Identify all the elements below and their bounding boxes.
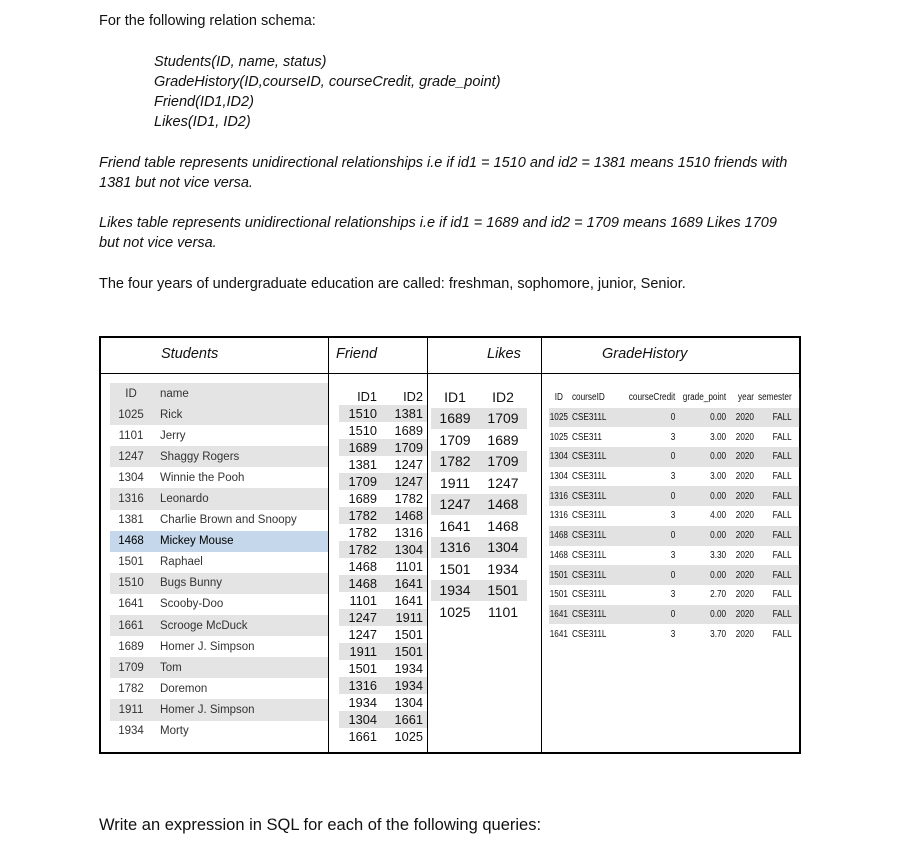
friend-row: [339, 558, 427, 575]
students-column-header-row: [110, 383, 328, 404]
students-cell: 1381: [118, 514, 144, 527]
friend-cell: 1381: [348, 457, 377, 472]
gradehistory-row: [549, 605, 799, 625]
students-cell: 1501: [118, 556, 144, 569]
students-header: Students: [161, 346, 219, 362]
students-cell: 1661: [118, 619, 144, 632]
friend-cell: 1247: [394, 457, 423, 472]
gradehistory-cell: 2020: [735, 569, 754, 581]
likes-cell: 1689: [439, 410, 471, 427]
intro-text: For the following relation schema:: [99, 13, 316, 29]
gradehistory-cell: 2020: [735, 431, 754, 443]
gradehistory-cell: 0.00: [710, 412, 727, 424]
gradehistory-cell: 4.00: [710, 510, 727, 522]
gradehistory-cell: 1501: [549, 589, 568, 601]
likes-cell: 1934: [439, 582, 471, 599]
likes-header: Likes: [487, 346, 521, 362]
likes-cell: 1501: [487, 582, 519, 599]
schema-list: [154, 52, 501, 132]
gradehistory-cell: 0.00: [710, 530, 727, 542]
students-cell: 1782: [118, 682, 144, 695]
friend-cell: 1501: [348, 661, 377, 676]
friend-cell: 1316: [348, 678, 377, 693]
gradehistory-cell: CSE311L: [571, 490, 607, 502]
likes-row: [431, 537, 527, 559]
students-row: [110, 467, 328, 488]
gradehistory-cell: 2020: [735, 530, 754, 542]
friend-cell: 1304: [394, 695, 423, 710]
friend-cell: 1510: [348, 406, 377, 421]
friend-row: [339, 524, 427, 541]
likes-column-header: ID1: [444, 388, 466, 405]
gradehistory-row: [549, 546, 799, 566]
students-cell: 1468: [118, 535, 144, 548]
gradehistory-cell: CSE311L: [571, 569, 607, 581]
gradehistory-cell: 1641: [549, 628, 568, 640]
friend-cell: 1247: [394, 474, 423, 489]
friend-cell: 1782: [348, 508, 377, 523]
students-row: [110, 657, 328, 678]
tables-figure: [99, 336, 801, 754]
gradehistory-cell: 0.00: [710, 490, 727, 502]
gradehistory-row: [549, 486, 799, 506]
students-cell: 1709: [118, 661, 144, 674]
friend-cell: 1689: [394, 423, 423, 438]
schema-friend: Friend(ID1,ID2): [154, 94, 254, 110]
gradehistory-cell: 3: [670, 549, 676, 561]
friend-row: [339, 456, 427, 473]
students-cell: Charlie Brown and Snoopy: [160, 514, 297, 527]
friend-row: [339, 711, 427, 728]
gradehistory-cell: 0.00: [710, 451, 727, 463]
likes-cell: 1468: [487, 517, 519, 534]
likes-cell: 1641: [439, 517, 471, 534]
gradehistory-cell: FALL: [772, 412, 792, 424]
friend-row: [339, 439, 427, 456]
students-row: [110, 488, 328, 509]
students-cell: 1025: [118, 408, 144, 421]
students-row: [110, 721, 328, 742]
students-row: [110, 699, 328, 720]
friend-row: [339, 660, 427, 677]
gradehistory-cell: 0: [670, 412, 676, 424]
friend-cell: 1911: [395, 610, 423, 625]
likes-cell: 1709: [487, 453, 519, 470]
gradehistory-row: [549, 506, 799, 526]
friend-row: [339, 541, 427, 558]
gradehistory-cell: 0.00: [710, 569, 727, 581]
students-cell: 1911: [118, 703, 144, 716]
gradehistory-cell: FALL: [772, 471, 792, 483]
students-cell: 1316: [118, 493, 144, 506]
gradehistory-cell: FALL: [772, 628, 792, 640]
gradehistory-cell: 1304: [549, 451, 568, 463]
gradehistory-header: GradeHistory: [602, 346, 688, 362]
likes-cell: 1101: [487, 603, 519, 620]
students-cell: Morty: [160, 725, 189, 738]
gradehistory-column-header: year: [738, 392, 754, 404]
gradehistory-row: [549, 427, 799, 447]
students-row: [110, 510, 328, 531]
friend-row: [339, 592, 427, 609]
likes-cell: 1709: [439, 431, 471, 448]
gradehistory-column-header-row: [549, 388, 799, 408]
likes-cell: 1304: [487, 539, 519, 556]
friend-column-header: ID1: [357, 389, 377, 404]
gradehistory-cell: 3: [670, 471, 676, 483]
gradehistory-column-header: courseCredit: [628, 392, 676, 404]
friend-header: Friend: [336, 346, 378, 362]
friend-column-header-row: [339, 388, 427, 405]
likes-row: [431, 472, 527, 494]
gradehistory-cell: CSE311L: [571, 628, 607, 640]
students-cell: Scooby-Doo: [160, 598, 224, 611]
students-cell: Raphael: [160, 556, 203, 569]
gradehistory-cell: 1501: [549, 569, 568, 581]
students-column-header: ID: [125, 387, 137, 400]
likes-row: [431, 601, 527, 623]
friend-cell: 1381: [394, 406, 423, 421]
students-table: [110, 383, 328, 742]
friend-row: [339, 473, 427, 490]
students-row: [110, 594, 328, 615]
likes-cell: 1782: [439, 453, 471, 470]
gradehistory-cell: 3.00: [710, 471, 727, 483]
gradehistory-cell: 3.00: [710, 431, 727, 443]
friend-cell: 1501: [394, 627, 423, 642]
gradehistory-cell: 3: [670, 431, 676, 443]
students-row: [110, 446, 328, 467]
friend-row: [339, 405, 427, 422]
students-cell: 1641: [118, 598, 144, 611]
gradehistory-row: [549, 624, 799, 644]
gradehistory-cell: CSE311L: [571, 549, 607, 561]
students-row: [110, 404, 328, 425]
friend-row: [339, 490, 427, 507]
likes-row: [431, 580, 527, 602]
friend-cell: 1101: [349, 593, 377, 608]
likes-row: [431, 451, 527, 473]
likes-table: [431, 386, 527, 623]
gradehistory-cell: FALL: [772, 510, 792, 522]
friend-cell: 1468: [394, 508, 423, 523]
friend-cell: 1510: [348, 423, 377, 438]
friend-cell: 1934: [394, 661, 423, 676]
students-cell: Bugs Bunny: [160, 577, 223, 590]
likes-cell: 1501: [439, 560, 471, 577]
students-cell: Rick: [160, 408, 183, 421]
likes-row: [431, 515, 527, 537]
students-row: [110, 531, 328, 552]
friend-cell: 1934: [348, 695, 377, 710]
friend-cell: 1934: [394, 678, 423, 693]
gradehistory-cell: 0: [670, 451, 676, 463]
gradehistory-cell: 2020: [735, 412, 754, 424]
likes-row: [431, 558, 527, 580]
students-cell: 1101: [118, 429, 144, 442]
gradehistory-cell: FALL: [772, 608, 792, 620]
gradehistory-cell: 1316: [549, 510, 568, 522]
students-cell: 1304: [118, 471, 144, 484]
students-cell: Homer J. Simpson: [160, 703, 255, 716]
students-cell: Leonardo: [160, 493, 209, 506]
schema-gradehistory: GradeHistory(ID,courseID, courseCredit, grade_point): [154, 74, 501, 90]
gradehistory-cell: 2020: [735, 471, 754, 483]
likes-note: Likes table represents unidirectional relationships i.e if id1 = 1689 and id2 = 1709 means 1689 Likes 1709 but not vice versa.: [99, 215, 777, 251]
students-cell: Homer J. Simpson: [160, 640, 255, 653]
years-note: The four years of undergraduate education are called: freshman, sophomore, junior, Senior.: [99, 276, 686, 292]
gradehistory-row: [549, 526, 799, 546]
friend-cell: 1641: [394, 576, 423, 591]
friend-cell: 1025: [394, 729, 423, 744]
gradehistory-cell: 0: [670, 569, 676, 581]
gradehistory-cell: 0.00: [710, 608, 727, 620]
friend-cell: 1689: [348, 491, 377, 506]
friend-cell: 1101: [395, 559, 423, 574]
likes-cell: 1025: [439, 603, 471, 620]
gradehistory-cell: CSE311L: [571, 530, 607, 542]
schema-likes: Likes(ID1, ID2): [154, 114, 251, 130]
students-cell: 1247: [118, 450, 144, 463]
students-row: [110, 636, 328, 657]
friend-cell: 1709: [348, 474, 377, 489]
gradehistory-cell: 0: [670, 490, 676, 502]
gradehistory-cell: FALL: [772, 451, 792, 463]
gradehistory-cell: 1468: [549, 549, 568, 561]
friend-note: Friend table represents unidirectional relationships i.e if id1 = 1510 and id2 = 1381 means 1510 friends with 1381 but not vice versa.: [99, 155, 788, 191]
friend-row: [339, 677, 427, 694]
friend-cell: 1782: [394, 491, 423, 506]
students-cell: Tom: [160, 661, 182, 674]
likes-cell: 1316: [439, 539, 471, 556]
friend-cell: 1661: [394, 712, 423, 727]
students-cell: 1689: [118, 640, 144, 653]
students-cell: Mickey Mouse: [160, 535, 234, 548]
friend-row: [339, 609, 427, 626]
friend-cell: 1501: [394, 644, 423, 659]
likes-column-header-row: [431, 386, 527, 408]
gradehistory-row: [549, 408, 799, 428]
friend-row: [339, 694, 427, 711]
gradehistory-row: [549, 447, 799, 467]
likes-row: [431, 429, 527, 451]
gradehistory-cell: 0: [670, 608, 676, 620]
students-cell: Winnie the Pooh: [160, 471, 245, 484]
gradehistory-cell: 1468: [549, 530, 568, 542]
gradehistory-cell: 2020: [735, 549, 754, 561]
gradehistory-cell: 1025: [549, 412, 568, 424]
students-row: [110, 678, 328, 699]
friend-cell: 1911: [349, 644, 377, 659]
students-row: [110, 425, 328, 446]
students-column-header: name: [160, 387, 189, 400]
friend-row: [339, 728, 427, 745]
students-cell: 1510: [118, 577, 144, 590]
likes-cell: 1934: [487, 560, 519, 577]
likes-row: [431, 408, 527, 430]
gradehistory-cell: FALL: [772, 589, 792, 601]
friend-cell: 1468: [348, 576, 377, 591]
gradehistory-cell: FALL: [772, 569, 792, 581]
gradehistory-column-header: ID: [554, 392, 563, 404]
gradehistory-cell: CSE311L: [571, 608, 607, 620]
friend-column-header: ID2: [403, 389, 423, 404]
friend-row: [339, 507, 427, 524]
friend-table: [339, 388, 427, 745]
gradehistory-cell: 1316: [549, 490, 568, 502]
gradehistory-row: [549, 467, 799, 487]
friend-cell: 1641: [394, 593, 423, 608]
students-cell: Shaggy Rogers: [160, 450, 240, 463]
friend-cell: 1689: [348, 440, 377, 455]
gradehistory-column-header: courseID: [571, 392, 605, 404]
gradehistory-table: [549, 388, 799, 644]
footer-text: Write an expression in SQL for each of the following queries:: [99, 816, 542, 834]
friend-cell: 1709: [394, 440, 423, 455]
gradehistory-row: [549, 565, 799, 585]
likes-cell: 1689: [487, 431, 519, 448]
students-row: [110, 573, 328, 594]
likes-cell: 1247: [487, 474, 519, 491]
students-cell: Doremon: [160, 682, 208, 695]
gradehistory-cell: 3: [670, 589, 676, 601]
gradehistory-row: [549, 585, 799, 605]
gradehistory-cell: 2020: [735, 510, 754, 522]
likes-cell: 1247: [439, 496, 471, 513]
students-row: [110, 552, 328, 573]
friend-cell: 1468: [348, 559, 377, 574]
friend-cell: 1782: [348, 542, 377, 557]
friend-row: [339, 422, 427, 439]
friend-cell: 1247: [348, 627, 377, 642]
gradehistory-cell: FALL: [772, 549, 792, 561]
gradehistory-cell: 3: [670, 628, 676, 640]
gradehistory-cell: CSE311L: [571, 471, 607, 483]
gradehistory-cell: FALL: [772, 490, 792, 502]
gradehistory-cell: 2020: [735, 589, 754, 601]
gradehistory-cell: 1641: [549, 608, 568, 620]
gradehistory-cell: 2020: [735, 451, 754, 463]
likes-cell: 1911: [439, 474, 471, 491]
students-row: [110, 615, 328, 636]
gradehistory-cell: 0: [670, 530, 676, 542]
gradehistory-cell: CSE311L: [571, 510, 607, 522]
likes-cell: 1709: [487, 410, 519, 427]
students-cell: Jerry: [160, 429, 186, 442]
gradehistory-cell: FALL: [772, 431, 792, 443]
likes-row: [431, 494, 527, 516]
gradehistory-column-header: semester: [757, 392, 792, 404]
friend-row: [339, 626, 427, 643]
gradehistory-cell: CSE311L: [571, 451, 607, 463]
students-cell: 1934: [118, 725, 144, 738]
gradehistory-cell: 2020: [735, 490, 754, 502]
schema-students: Students(ID, name, status): [154, 54, 327, 70]
likes-cell: 1468: [487, 496, 519, 513]
gradehistory-cell: 3: [670, 510, 676, 522]
likes-column-header: ID2: [492, 388, 514, 405]
students-cell: Scrooge McDuck: [160, 619, 248, 632]
friend-cell: 1782: [348, 525, 377, 540]
gradehistory-cell: 2.70: [710, 589, 727, 601]
gradehistory-cell: CSE311L: [571, 589, 607, 601]
gradehistory-cell: CSE311: [571, 431, 602, 443]
gradehistory-cell: 1025: [549, 431, 568, 443]
gradehistory-column-header: grade_point: [682, 392, 727, 404]
gradehistory-cell: FALL: [772, 530, 792, 542]
gradehistory-cell: 3.70: [710, 628, 727, 640]
friend-row: [339, 575, 427, 592]
gradehistory-cell: 1304: [549, 471, 568, 483]
gradehistory-cell: CSE311L: [571, 412, 607, 424]
friend-row: [339, 643, 427, 660]
friend-cell: 1304: [348, 712, 377, 727]
friend-cell: 1316: [394, 525, 423, 540]
gradehistory-cell: 2020: [735, 628, 754, 640]
friend-cell: 1661: [348, 729, 377, 744]
friend-cell: 1304: [394, 542, 423, 557]
gradehistory-cell: 3.30: [710, 549, 727, 561]
gradehistory-cell: 2020: [735, 608, 754, 620]
friend-cell: 1247: [348, 610, 377, 625]
